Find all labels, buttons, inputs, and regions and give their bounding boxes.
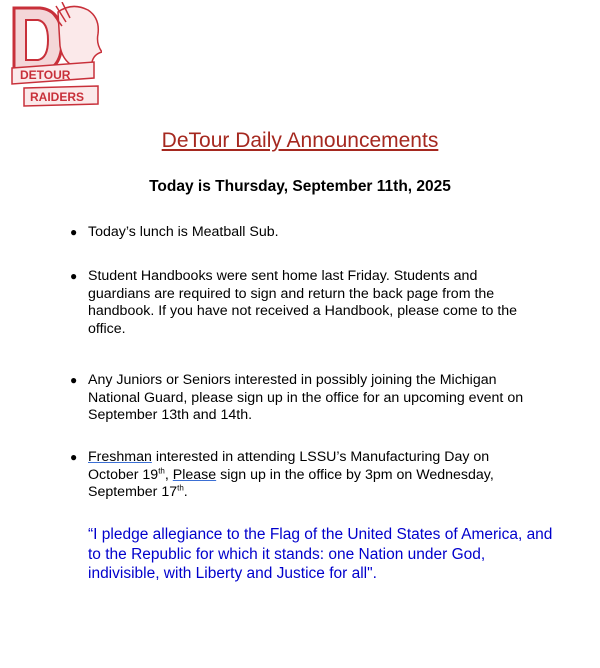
- list-item: [70, 372, 540, 425]
- item-text: Today’s lunch is Meatball Sub.: [88, 224, 279, 240]
- logo-line1: DETOUR: [20, 68, 71, 82]
- list-item: [70, 449, 540, 502]
- date-line: Today is Thursday, September 11th, 2025: [149, 178, 451, 195]
- list-item: [70, 268, 540, 338]
- bullet-icon: ●: [70, 269, 78, 283]
- logo-head-icon: [58, 6, 102, 65]
- item-text: Any Juniors or Seniors interested in possibly joining the Michigan National Guard, please sign up in the office for an upcoming event on September 13th and 14th.: [88, 372, 524, 423]
- logo-d-inner: [26, 20, 48, 60]
- item-text: Student Handbooks were sent home last Friday. Students and guardians are required to sign and return the back page from the handbook. If you have not received a Handbook, please come to the office.: [88, 268, 518, 337]
- bullet-icon: ●: [70, 225, 78, 239]
- spell-flag-word: Please: [172, 466, 217, 483]
- bullet-icon: ●: [70, 450, 78, 464]
- item-text: Freshman interested in attending LSSU’s Manufacturing Day on October 19th, Please sign up in the office by 3pm on Wednesday, September 17th.: [88, 449, 494, 500]
- page-title: DeTour Daily Announcements: [161, 129, 439, 152]
- list-item: [70, 224, 540, 242]
- detour-raiders-logo: [10, 2, 102, 112]
- logo-line2: RAIDERS: [30, 90, 85, 104]
- spell-flag-word: Freshman: [88, 449, 152, 465]
- bullet-icon: ●: [70, 373, 78, 387]
- pledge-text: “I pledge allegiance to the Flag of the United States of America, and to the Republic for which it stands: one Nation under God, indivisible, with Liberty and Justice for all".: [88, 526, 553, 582]
